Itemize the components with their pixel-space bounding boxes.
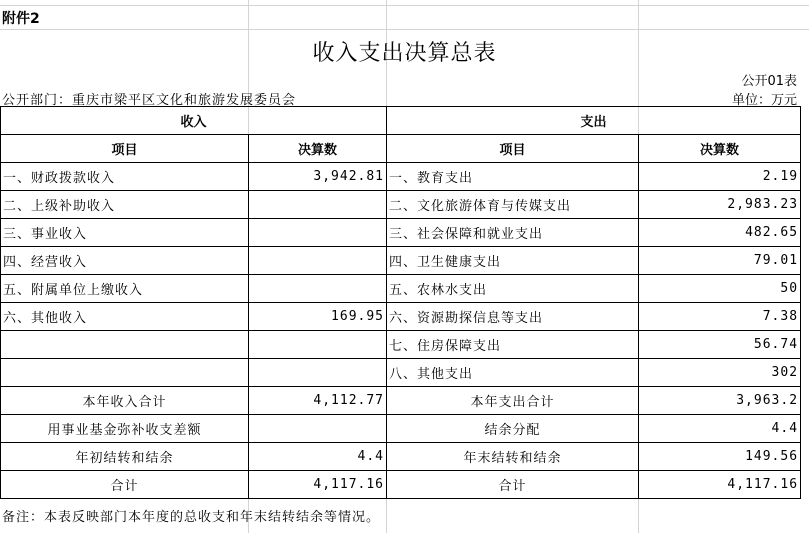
expense-amount: 50: [639, 275, 801, 303]
expense-amount: 56.74: [639, 331, 801, 359]
income-amount: [249, 275, 387, 303]
grid-line: [0, 5, 809, 6]
expense-amount: 302: [639, 359, 801, 387]
expense-summary-label: 年末结转和结余: [387, 443, 639, 471]
expense-summary-label: 本年支出合计: [387, 387, 639, 415]
expense-summary-label: 结余分配: [387, 415, 639, 443]
expense-item: 一、教育支出: [387, 163, 639, 191]
income-total-amount: 4,117.16: [249, 471, 387, 499]
expense-summary-amount: 149.56: [639, 443, 801, 471]
income-amount: 3,942.81: [249, 163, 387, 191]
final-accounts-table: [0, 106, 801, 499]
income-summary-label: 用事业基金弥补收支差额: [1, 415, 249, 443]
expense-summary-amount: 3,963.2: [639, 387, 801, 415]
income-amount: [249, 191, 387, 219]
expense-item: 五、农林水支出: [387, 275, 639, 303]
expense-amount: 2.19: [639, 163, 801, 191]
expense-amount: 79.01: [639, 247, 801, 275]
table-row: [1, 331, 801, 359]
annex-label: 附件2: [2, 11, 40, 27]
summary-row: [1, 443, 801, 471]
income-amount: [249, 247, 387, 275]
summary-row: [1, 387, 801, 415]
table-row: [1, 275, 801, 303]
table-row: [1, 303, 801, 331]
income-item: 一、财政拨款收入: [1, 163, 249, 191]
income-item: [1, 331, 249, 359]
income-amount-header: 决算数: [249, 135, 387, 163]
income-summary-amount: 4,112.77: [249, 387, 387, 415]
income-amount: 169.95: [249, 303, 387, 331]
income-section-header: 收入: [1, 107, 387, 135]
income-item: 三、事业收入: [1, 219, 249, 247]
income-summary-label: 年初结转和结余: [1, 443, 249, 471]
table-row: [1, 359, 801, 387]
expense-amount-header: 决算数: [639, 135, 801, 163]
expense-item: 七、住房保障支出: [387, 331, 639, 359]
page-title: 收入支出决算总表: [312, 41, 497, 66]
expense-item: 六、资源勘探信息等支出: [387, 303, 639, 331]
income-amount: [249, 219, 387, 247]
table-row: [1, 191, 801, 219]
expense-item: 八、其他支出: [387, 359, 639, 387]
form-code: 公开01表: [741, 74, 797, 89]
table-row: [1, 163, 801, 191]
section-header-row: [1, 107, 801, 135]
income-item: 六、其他收入: [1, 303, 249, 331]
income-item: 四、经营收入: [1, 247, 249, 275]
income-amount: [249, 331, 387, 359]
table-row: [1, 247, 801, 275]
expense-summary-amount: 4.4: [639, 415, 801, 443]
expense-total-amount: 4,117.16: [639, 471, 801, 499]
income-item: 五、附属单位上缴收入: [1, 275, 249, 303]
summary-row: [1, 415, 801, 443]
income-total-label: 合计: [1, 471, 249, 499]
expense-item: 三、社会保障和就业支出: [387, 219, 639, 247]
expense-item: 二、文化旅游体育与传媒支出: [387, 191, 639, 219]
income-summary-label: 本年收入合计: [1, 387, 249, 415]
table-row: [1, 219, 801, 247]
total-row: [1, 471, 801, 499]
income-item: 二、上级补助收入: [1, 191, 249, 219]
grid-line: [0, 29, 809, 30]
expense-item: 四、卫生健康支出: [387, 247, 639, 275]
column-header-row: [1, 135, 801, 163]
expense-section-header: 支出: [387, 107, 801, 135]
income-item-header: 项目: [1, 135, 249, 163]
expense-item-header: 项目: [387, 135, 639, 163]
unit-label: 单位：万元: [731, 93, 797, 108]
expense-total-label: 合计: [387, 471, 639, 499]
income-summary-amount: [249, 415, 387, 443]
expense-amount: 7.38: [639, 303, 801, 331]
income-item: [1, 359, 249, 387]
expense-amount: 2,983.23: [639, 191, 801, 219]
income-summary-amount: 4.4: [249, 443, 387, 471]
income-amount: [249, 359, 387, 387]
department-label: 公开部门：重庆市梁平区文化和旅游发展委员会: [2, 93, 297, 108]
footnote: 备注：本表反映部门本年度的总收支和年末结转结余等情况。: [2, 510, 381, 525]
expense-amount: 482.65: [639, 219, 801, 247]
